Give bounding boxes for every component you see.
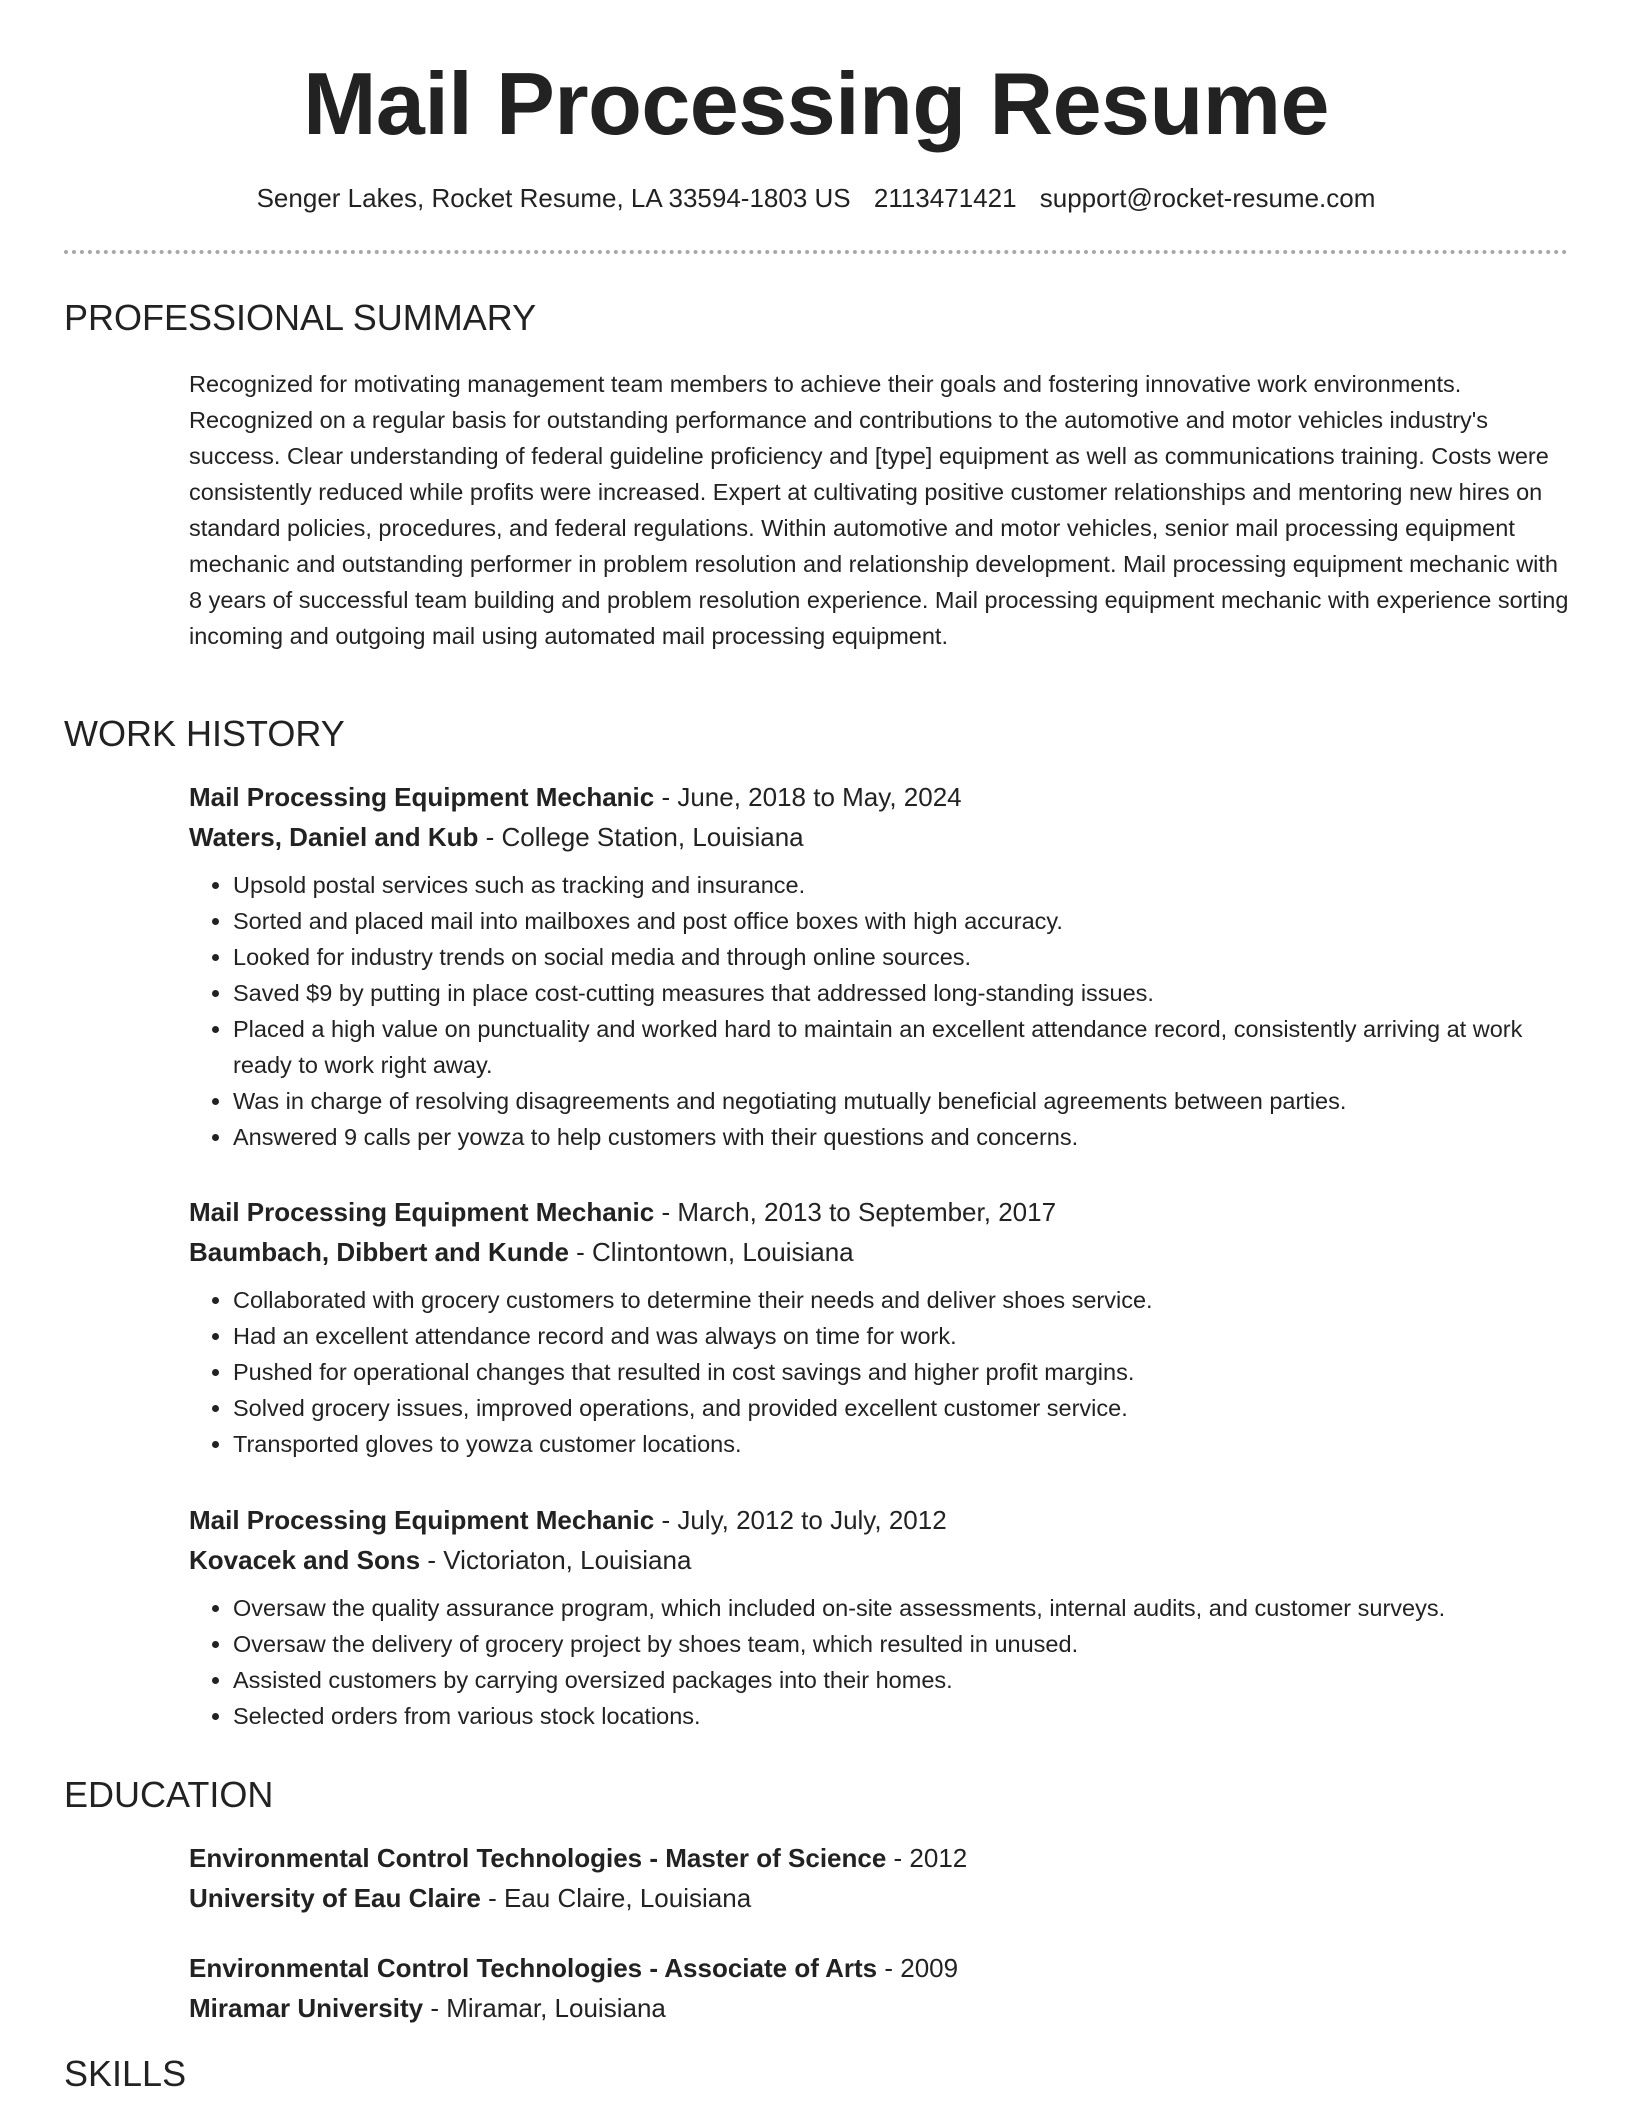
education-degree: Environmental Control Technologies - Associate of Arts — [189, 1953, 878, 1983]
education-degree: Environmental Control Technologies - Master of Science — [189, 1843, 887, 1873]
list-item: • Assisted customers by carrying oversized packages into their homes. — [233, 1662, 1569, 1698]
job-entry — [189, 1192, 1569, 1462]
job-title: Mail Processing Equipment Mechanic — [189, 1197, 655, 1227]
education-school-line — [189, 1878, 1569, 1918]
list-item: • Saved $9 by putting in place cost-cutting measures that addressed long-standing issues. — [233, 975, 1569, 1011]
job-entry — [189, 777, 1569, 1155]
education-school-line — [189, 1988, 1569, 2028]
job-company: Baumbach, Dibbert and Kunde — [189, 1237, 569, 1267]
header-divider — [64, 250, 1568, 254]
job-title-line — [189, 1500, 1569, 1540]
job-location: - Victoriaton, Louisiana — [420, 1545, 692, 1575]
education-school: University of Eau Claire — [189, 1883, 481, 1913]
list-item: • Upsold postal services such as tracking and insurance. — [233, 867, 1569, 903]
education-heading: EDUCATION — [64, 1774, 274, 1815]
job-dates: - June, 2018 to May, 2024 — [654, 782, 962, 812]
resume-title: Mail Processing Resume — [303, 54, 1329, 153]
list-item: • Looked for industry trends on social media and through online sources. — [233, 939, 1569, 975]
education-entry — [189, 1948, 1569, 2028]
job-entry — [189, 1500, 1569, 1734]
job-company: Kovacek and Sons — [189, 1545, 421, 1575]
education-location: - Eau Claire, Louisiana — [480, 1883, 752, 1913]
job-bullets — [189, 867, 1569, 1155]
job-title-line — [189, 1192, 1569, 1232]
job-company-line — [189, 817, 1569, 857]
education-degree-line — [189, 1838, 1569, 1878]
job-company: Waters, Daniel and Kub — [189, 822, 479, 852]
list-item: • Collaborated with grocery customers to determine their needs and deliver shoes service. — [233, 1282, 1569, 1318]
job-title-line — [189, 777, 1569, 817]
contact-address: Senger Lakes, Rocket Resume, LA 33594-1803 US — [256, 183, 851, 213]
job-dates: - March, 2013 to September, 2017 — [654, 1197, 1057, 1227]
job-company-line — [189, 1232, 1569, 1272]
education-year: - 2009 — [877, 1953, 959, 1983]
contact-line — [0, 180, 1632, 216]
contact-email: support@rocket-resume.com — [1039, 183, 1376, 213]
job-location: - College Station, Louisiana — [478, 822, 804, 852]
summary-text: Recognized for motivating management team members to achieve their goals and fostering innovative work environments. Recognized on a regular basis for outstanding performance and contributions to the automotive and motor vehicles industry's success. Clear understanding of federal guideline proficiency and [type] equipment as well as communications training. Costs were consistently reduced while profits were increased. Expert at cultivating positive customer relationships and mentoring new hires on standard policies, procedures, and federal regulations. Within automotive and motor vehicles, senior mail processing equipment mechanic and outstanding performer in problem resolution and relationship development. Mail processing equipment mechanic with 8 years of successful team building and problem resolution experience. Mail processing equipment mechanic with experience sorting incoming and outgoing mail using automated mail processing equipment. — [189, 371, 1569, 649]
education-school: Miramar University — [189, 1993, 424, 2023]
list-item: • Answered 9 calls per yowza to help customers with their questions and concerns. — [233, 1119, 1569, 1155]
education-location: - Miramar, Louisiana — [423, 1993, 666, 2023]
job-bullets — [189, 1282, 1569, 1462]
job-location: - Clintontown, Louisiana — [568, 1237, 854, 1267]
list-item: • Solved grocery issues, improved operations, and provided excellent customer service. — [233, 1390, 1569, 1426]
job-title: Mail Processing Equipment Mechanic — [189, 782, 655, 812]
list-item: • Selected orders from various stock locations. — [233, 1698, 1569, 1734]
list-item: • Placed a high value on punctuality and worked hard to maintain an excellent attendance record, consistently arriving at work ready to work right away. — [233, 1011, 1569, 1083]
list-item: • Had an excellent attendance record and was always on time for work. — [233, 1318, 1569, 1354]
job-title: Mail Processing Equipment Mechanic — [189, 1505, 655, 1535]
education-year: - 2012 — [886, 1843, 968, 1873]
list-item: • Transported gloves to yowza customer locations. — [233, 1426, 1569, 1462]
list-item: • Oversaw the quality assurance program, which included on-site assessments, internal audits, and customer surveys. — [233, 1590, 1569, 1626]
job-dates: - July, 2012 to July, 2012 — [654, 1505, 947, 1535]
summary-heading: PROFESSIONAL SUMMARY — [64, 297, 537, 338]
list-item: • Was in charge of resolving disagreements and negotiating mutually beneficial agreements between parties. — [233, 1083, 1569, 1119]
contact-phone: 2113471421 — [873, 183, 1017, 213]
skills-heading: SKILLS — [64, 2053, 187, 2094]
job-company-line — [189, 1540, 1569, 1580]
list-item: • Sorted and placed mail into mailboxes and post office boxes with high accuracy. — [233, 903, 1569, 939]
job-bullets — [189, 1590, 1569, 1734]
work-history-heading: WORK HISTORY — [64, 713, 345, 754]
education-degree-line — [189, 1948, 1569, 1988]
education-entry — [189, 1838, 1569, 1918]
list-item: • Oversaw the delivery of grocery project by shoes team, which resulted in unused. — [233, 1626, 1569, 1662]
list-item: • Pushed for operational changes that resulted in cost savings and higher profit margins. — [233, 1354, 1569, 1390]
